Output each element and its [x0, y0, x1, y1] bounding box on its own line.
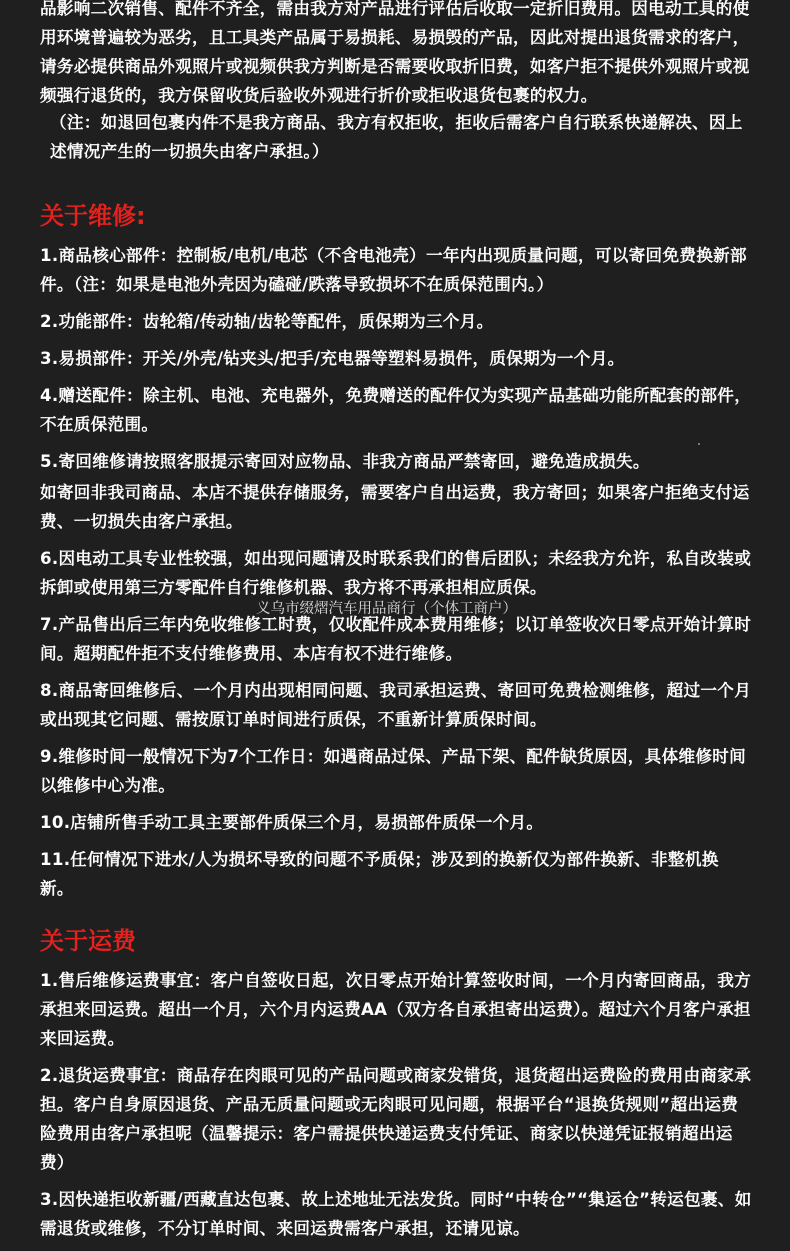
repair-heading: 关于维修:	[40, 202, 146, 230]
intro-note: （注：如退回包裹内件不是我方商品、我方有权拒收，拒收后需客户自行联系快递解决、因上述情况产生的一切损失由客户承担。）	[50, 113, 743, 161]
intro-paragraph: 品影响二次销售、配件不齐全，需由我方对产品进行评估后收取一定折旧费用。因电动工具的使用环境普遍较为恶劣，且工具类产品属于易损耗、易损毁的产品，因此对提出退货需求的客户，请务必提供商品外观照片或视频供我方判断是否需要收取折旧费，如客户拒不提供外观照片或视频强行退货的，我方保留收货后验收外观进行折价或拒收退货包裹的权力。	[40, 0, 750, 105]
repair-item-8: 8.商品寄回维修后、一个月内出现相同问题、我司承担运费、寄回可免费检测维修，超过一个月或出现其它问题、需按原订单时间进行质保，不重新计算质保时间。	[40, 681, 752, 729]
shipping-item-3: 3.因快递拒收新疆/西藏直达包裹、故上述地址无法发货。同时“中转仓”“集运仓”转运包裹、如需退货或维修，不分订单时间、来回运费需客户承担，还请见谅。	[40, 1190, 752, 1238]
repair-item-11: 11.任何情况下进水/人为损坏导致的问题不予质保；涉及到的换新仅为部件换新、非整机换新。	[40, 850, 719, 898]
repair-item-1: 1.商品核心部件：控制板/电机/电芯（不含电池壳）一年内出现质量问题，可以寄回免费换新部件。（注：如果是电池外壳因为磕碰/跌落导致损坏不在质保范围内。）	[40, 246, 747, 294]
repair-item-3: 3.易损部件：开关/外壳/钻夹头/把手/充电器等塑料易损件，质保期为一个月。	[40, 349, 625, 368]
repair-item-5: 5.寄回维修请按照客服提示寄回对应物品、非我方商品严禁寄回，避免造成损失。	[40, 452, 650, 471]
repair-item-4: 4.赠送配件：除主机、电池、充电器外，免费赠送的配件仅为实现产品基础功能所配套的部件，不在质保范围。	[40, 386, 752, 434]
repair-item-5-note: 如寄回非我司商品、本店不提供存储服务，需要客户自出运费，我方寄回；如果客户拒绝支付运费、一切损失由客户承担。	[40, 483, 750, 531]
stray-dot	[698, 443, 700, 445]
shop-watermark: 义乌市缀熠汽车用品商行（个体工商户）	[256, 601, 517, 617]
repair-item-10: 10.店铺所售手动工具主要部件质保三个月，易损部件质保一个月。	[40, 813, 544, 832]
repair-item-7: 7.产品售出后三年内免收维修工时费，仅收配件成本费用维修；以订单签收次日零点开始计算时间。超期配件拒不支付维修费用、本店有权不进行维修。	[40, 615, 752, 663]
policy-content	[40, 0, 752, 1251]
repair-item-9: 9.维修时间一般情况下为7个工作日：如遇商品过保、产品下架、配件缺货原因，具体维修时间以维修中心为准。	[40, 747, 747, 795]
repair-item-2: 2.功能部件：齿轮箱/传动轴/齿轮等配件，质保期为三个月。	[40, 312, 494, 331]
repair-item-6: 6.因电动工具专业性较强，如出现问题请及时联系我们的售后团队；未经我方允许，私自改装或拆卸或使用第三方零配件自行维修机器、我方将不再承担相应质保。	[40, 549, 752, 597]
shipping-item-2: 2.退货运费事宜：商品存在肉眼可见的产品问题或商家发错货，退货超出运费险的费用由商家承担。客户自身原因退货、产品无质量问题或无肉眼可见问题，根据平台“退换货规则”超出运费险费用由客户承担呢（温馨提示：客户需提供快递运费支付凭证、商家以快递凭证报销超出运费）	[40, 1066, 752, 1172]
shipping-item-1: 1.售后维修运费事宜：客户自签收日起，次日零点开始计算签收时间，一个月内寄回商品，我方承担来回运费。超出一个月，六个月内运费AA（双方各自承担寄出运费）。超过六个月客户承担来回运费。	[40, 971, 752, 1048]
shipping-heading: 关于运费	[40, 927, 136, 955]
